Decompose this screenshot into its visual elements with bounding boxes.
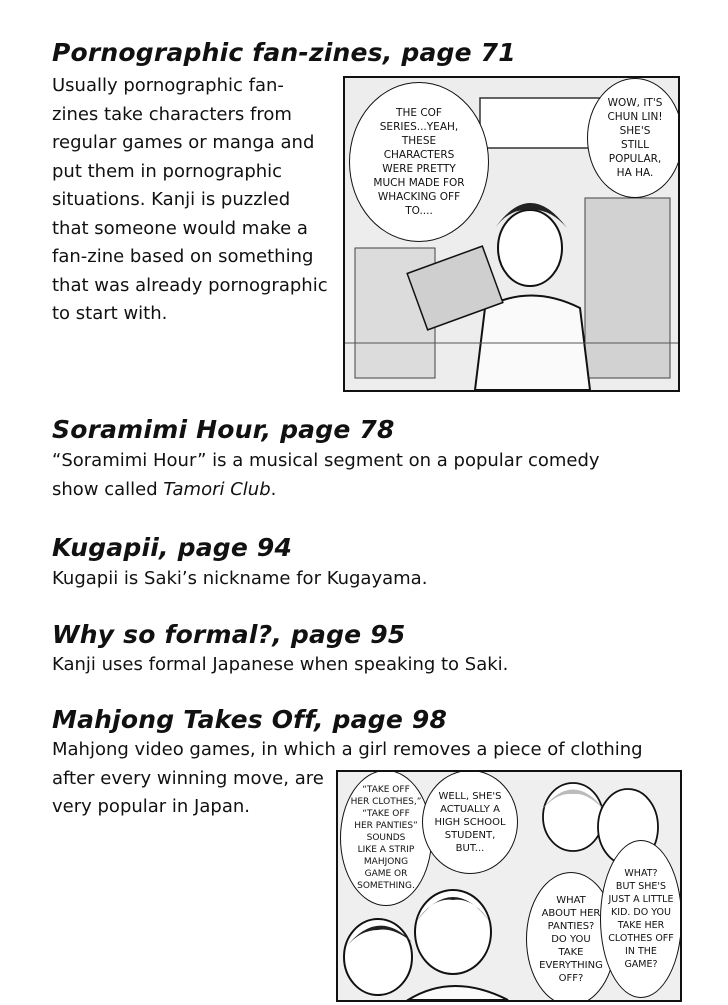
note-heading-fanzines: Pornographic fan-zines, page 71 (52, 38, 516, 67)
note-heading-formal: Why so formal?, page 95 (52, 620, 406, 649)
note-body-soramimi (52, 447, 600, 504)
show-title: Tamori Club (163, 478, 271, 500)
note-body-kugapii: Kugapii is Saki’s nickname for Kugayama. (52, 568, 428, 589)
speech-bubble: WOW, IT'S CHUN LIN! SHE'S STILL POPULAR, HA HA. (587, 78, 680, 198)
text-line: Mahjong video games, in which a girl removes a piece of clothing (52, 739, 643, 760)
speech-bubble: WHAT ABOUT HER PANTIES? DO YOU TAKE EVERYTHING OFF? (526, 872, 616, 1002)
note-body-fanzines (52, 72, 328, 329)
manga-panel-1 (343, 76, 680, 392)
speech-bubble: “TAKE OFF HER CLOTHES,” “TAKE OFF HER PANTIES” SOUNDS LIKE A STRIP MAHJONG GAME OR SOMETHING. (340, 770, 432, 906)
text-line: “Soramimi Hour” is a musical segment on a popular comedy (52, 450, 600, 471)
text-line: that was already pornographic (52, 274, 328, 296)
speech-bubble: WHAT? BUT SHE'S JUST A LITTLE KID. DO YOU TAKE HER CLOTHES OFF IN THE GAME? (600, 840, 682, 998)
manga-panel-2 (336, 770, 682, 1002)
text-line: that someone would make a (52, 217, 308, 239)
text-line: very popular in Japan. (52, 796, 250, 817)
text-line: situations. Kanji is puzzled (52, 189, 291, 210)
speech-bubble: THE COF SERIES...YEAH, THESE CHARACTERS WERE PRETTY MUCH MADE FOR WHACKING OFF TO.... (349, 82, 489, 242)
text-line: fan-zine based on something (52, 246, 314, 267)
text-line: Usually pornographic fan- (52, 75, 284, 96)
text-line: to start with. (52, 303, 168, 324)
text-line: show called Tamori Club. (52, 478, 277, 500)
note-heading-mahjong: Mahjong Takes Off, page 98 (52, 705, 448, 734)
text-line: put them in pornographic (52, 160, 283, 182)
text-line: zines take characters from (52, 103, 292, 125)
speech-bubble: WELL, SHE'S ACTUALLY A HIGH SCHOOL STUDENT, BUT... (422, 770, 518, 874)
text-line: after every winning move, are (52, 767, 324, 789)
note-body-formal: Kanji uses formal Japanese when speaking to Saki. (52, 654, 509, 675)
note-heading-kugapii: Kugapii, page 94 (52, 533, 293, 562)
note-heading-soramimi: Soramimi Hour, page 78 (52, 415, 395, 444)
text-line: regular games or manga and (52, 132, 315, 153)
